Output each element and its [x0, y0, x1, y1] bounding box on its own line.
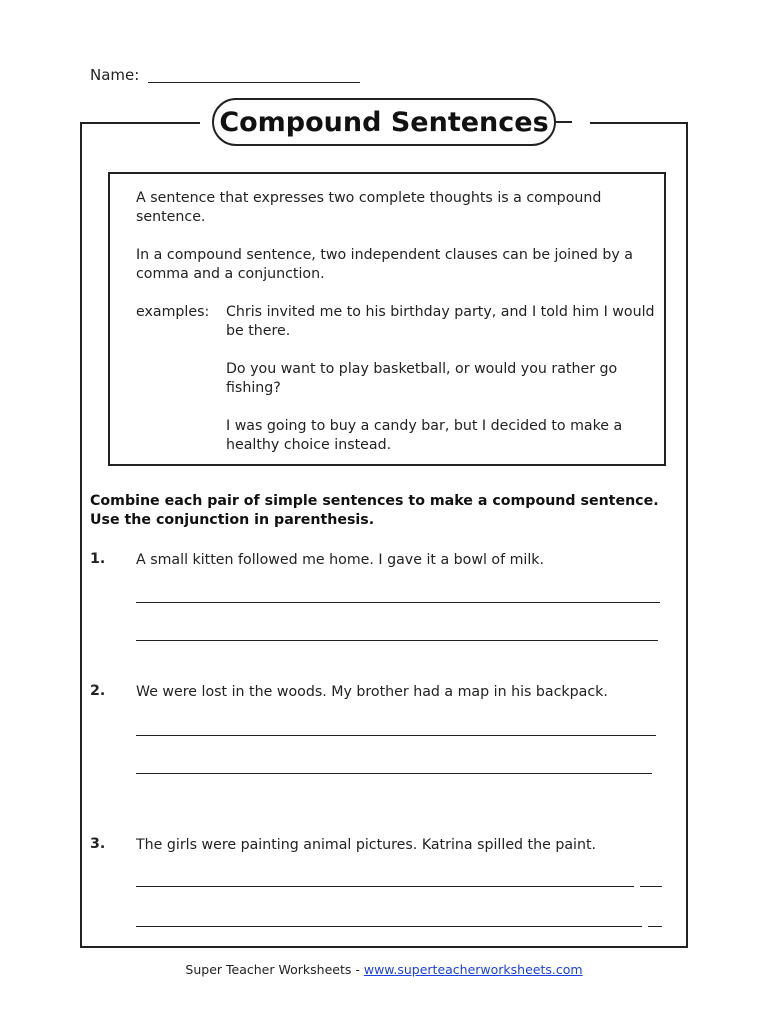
- answer-line-3b-end[interactable]: [648, 926, 662, 927]
- question-1-text: A small kitten followed me home. I gave it a bowl of milk.: [136, 552, 545, 568]
- question-2-text: We were lost in the woods. My brother had a map in his backpack.: [136, 684, 608, 700]
- answer-line-3a[interactable]: [136, 886, 634, 887]
- instructions: Combine each pair of simple sentences to make a compound sentence. Use the conjunction in parenthesis.: [90, 493, 659, 528]
- page-title: Compound Sentences: [212, 98, 556, 146]
- name-blank-line[interactable]: [148, 82, 360, 83]
- examples-label: examples:: [136, 304, 210, 320]
- example-3: I was going to buy a candy bar, but I decided to make a healthy choice instead.: [226, 418, 623, 453]
- question-1-number: 1.: [90, 551, 106, 567]
- definition-text: A sentence that expresses two complete thoughts is a compound sentence.: [136, 190, 602, 225]
- answer-line-3b[interactable]: [136, 926, 642, 927]
- footer: [0, 962, 768, 977]
- footer-separator: -: [355, 962, 360, 977]
- answer-line-1a[interactable]: [136, 602, 660, 603]
- rule-text: In a compound sentence, two independent clauses can be joined by a comma and a conjunction.: [136, 247, 633, 282]
- answer-line-2a[interactable]: [136, 735, 656, 736]
- answer-line-2b[interactable]: [136, 773, 652, 774]
- example-1: Chris invited me to his birthday party, and I told him I would be there.: [226, 304, 655, 339]
- footer-link[interactable]: www.superteacherworksheets.com: [363, 962, 583, 977]
- question-2-number: 2.: [90, 683, 106, 699]
- answer-line-3a-end[interactable]: [640, 886, 662, 887]
- footer-site-name: Super Teacher Worksheets: [185, 962, 352, 977]
- question-3-number: 3.: [90, 836, 106, 852]
- name-label: Name:: [90, 66, 140, 84]
- answer-line-1b[interactable]: [136, 640, 658, 641]
- title-decoration: [556, 121, 572, 123]
- example-2: Do you want to play basketball, or would you rather go fishing?: [226, 361, 618, 396]
- question-3-text: The girls were painting animal pictures. Katrina spilled the paint.: [136, 837, 597, 853]
